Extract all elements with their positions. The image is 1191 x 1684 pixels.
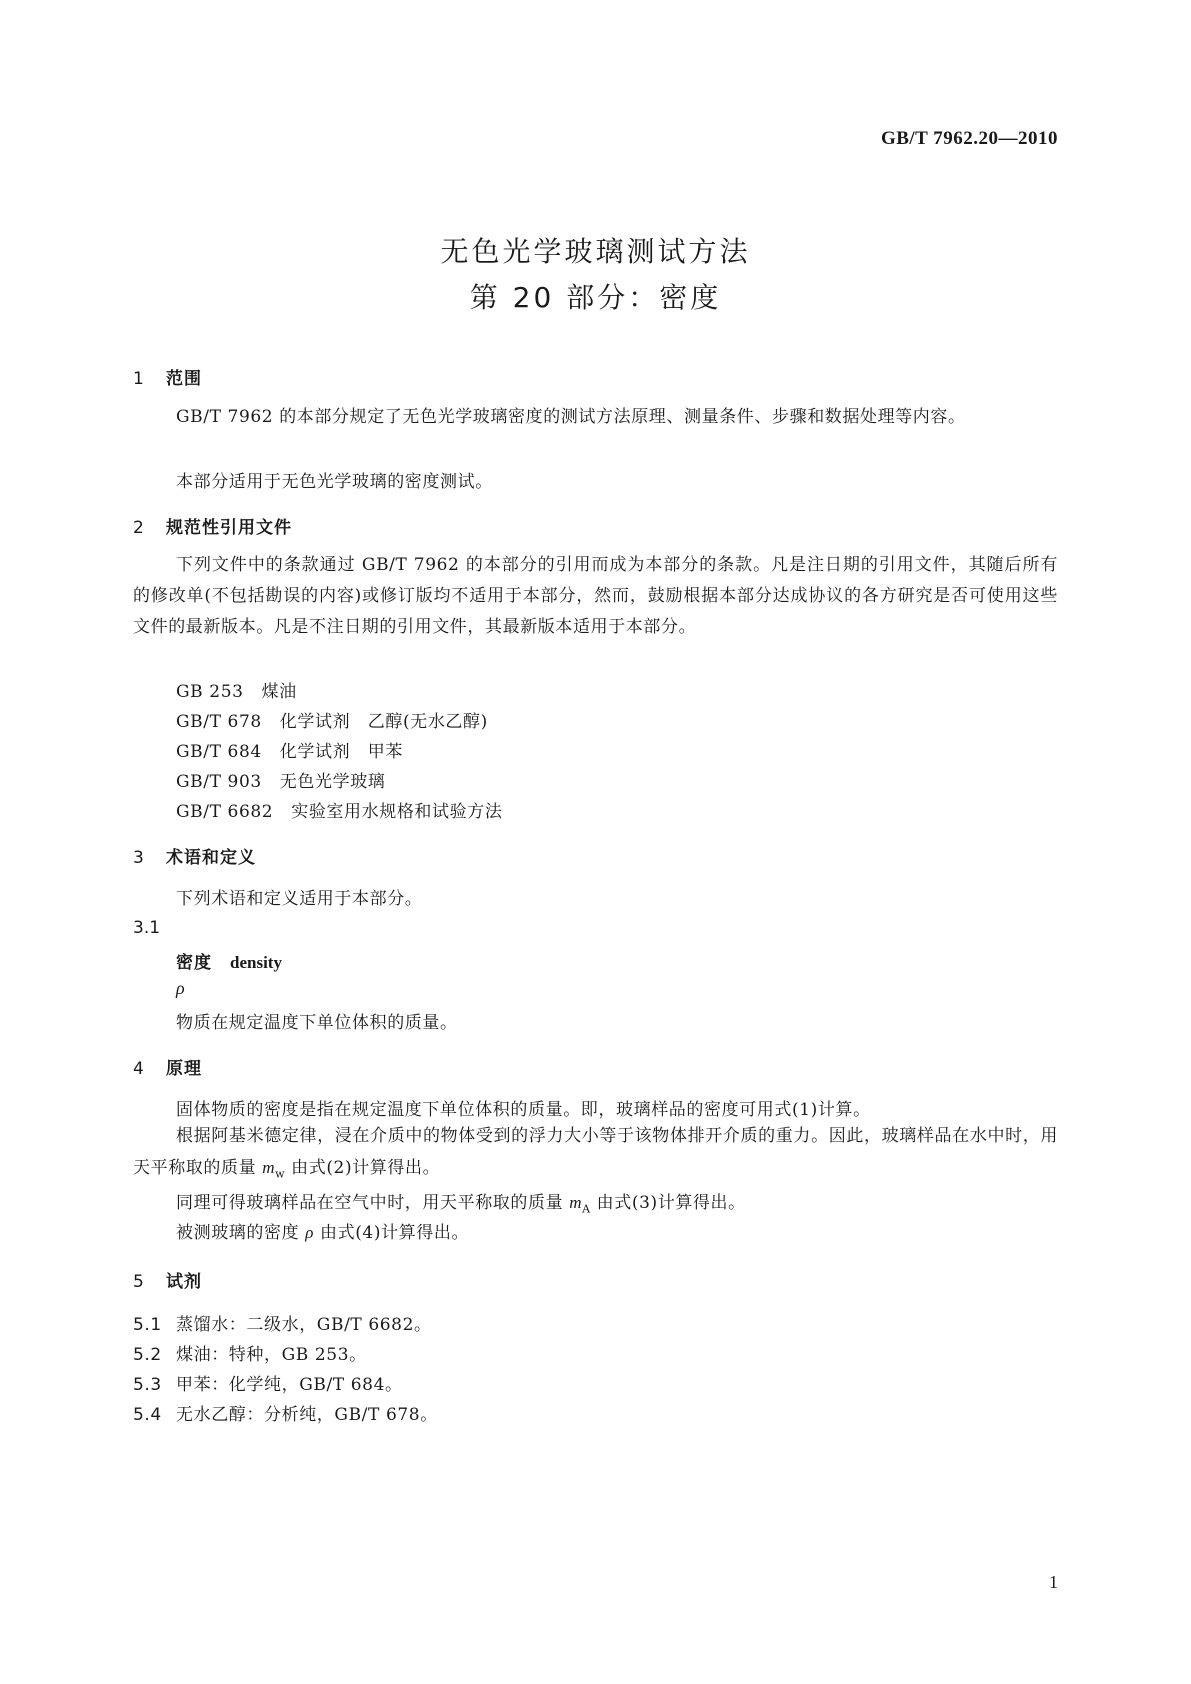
paragraph: 同理可得玻璃样品在空气中时，用天平称取的质量 $m_A$ 由式(3)计算得出。 <box>176 1193 746 1216</box>
reference-title: 煤油 <box>261 682 297 702</box>
section-title: 原理 <box>166 1059 202 1079</box>
section-number: 3 <box>133 848 145 868</box>
section-number: 4 <box>133 1059 145 1079</box>
paragraph: 下列术语和定义适用于本部分。 <box>176 889 423 909</box>
reference-title: 无色光学玻璃 <box>279 772 386 792</box>
reference-code: GB 253 <box>176 682 244 702</box>
item-text: 甲苯：化学纯，GB/T 684。 <box>176 1375 403 1395</box>
section-title: 规范性引用文件 <box>166 518 292 538</box>
reference-code: GB/T 6682 <box>176 802 274 822</box>
paragraph: 下列文件中的条款通过 GB/T 7962 的本部分的引用而成为本部分的条款。凡是注日期的引用文件，其随后所有的修改单(不包括勘误的内容)或修订版均不适用于本部分，然而，鼓励根据本部分达成协议的各方研究是否可使用这些文件的最新版本。凡是不注日期的引用文件，其最新版本适用于本部分。 <box>133 555 1058 637</box>
section-number: 5 <box>133 1272 145 1292</box>
section-4-heading <box>133 1054 202 1079</box>
term-entry <box>176 948 282 973</box>
term-english: density <box>230 953 282 972</box>
section-2-heading <box>133 513 292 538</box>
reference-code: GB/T 903 <box>176 772 262 792</box>
item-number: 5.4 <box>133 1405 162 1425</box>
reference-title: 实验室用水规格和试验方法 <box>291 802 503 822</box>
paragraph: 被测玻璃的密度 ρ 由式(4)计算得出。 <box>176 1223 470 1243</box>
section-number: 2 <box>133 518 145 538</box>
reference-code: GB/T 684 <box>176 742 262 762</box>
paragraph: 本部分适用于无色光学玻璃的密度测试。 <box>176 472 493 492</box>
item-text: 煤油：特种，GB 253。 <box>176 1345 367 1365</box>
section-5-heading <box>133 1267 202 1292</box>
reference-item <box>176 737 403 762</box>
list-item <box>133 1310 432 1335</box>
section-1-heading <box>133 364 202 389</box>
list-item <box>133 1400 438 1425</box>
section-title: 试剂 <box>166 1272 202 1292</box>
section-3-heading <box>133 843 256 868</box>
list-item <box>133 1370 403 1395</box>
reference-title: 化学试剂 甲苯 <box>279 742 403 762</box>
item-text: 蒸馏水：二级水，GB/T 6682。 <box>176 1315 432 1335</box>
list-item <box>133 1340 367 1365</box>
reference-item <box>176 797 502 822</box>
item-number: 5.2 <box>133 1345 162 1365</box>
item-number: 5.1 <box>133 1315 162 1335</box>
paragraph: 根据阿基米德定律，浸在介质中的物体受到的浮力大小等于该物体排开介质的重力。因此，玻璃样品在水中时，用天平称取的质量 $m_w$ 由式(2)计算得出。 <box>133 1126 1058 1181</box>
term-chinese: 密度 <box>176 953 212 973</box>
reference-title: 化学试剂 乙醇(无水乙醇) <box>279 712 488 732</box>
subclause-number: 3.1 <box>133 918 161 938</box>
section-number: 1 <box>133 369 145 389</box>
page-number: 1 <box>1049 1572 1058 1592</box>
reference-item <box>176 707 488 732</box>
section-title: 术语和定义 <box>166 848 256 868</box>
reference-item <box>176 767 385 792</box>
document-title: 无色光学玻璃测试方法 <box>440 235 751 268</box>
term-definition: 物质在规定温度下单位体积的质量。 <box>176 1013 458 1033</box>
item-number: 5.3 <box>133 1375 162 1395</box>
term-symbol: ρ <box>176 978 185 998</box>
section-title: 范围 <box>166 369 202 389</box>
item-text: 无水乙醇：分析纯，GB/T 678。 <box>176 1405 438 1425</box>
paragraph: 固体物质的密度是指在规定温度下单位体积的质量。即，玻璃样品的密度可用式(1)计算。 <box>176 1100 871 1120</box>
document-subtitle: 第 20 部分：密度 <box>469 281 722 314</box>
reference-item <box>176 677 297 702</box>
paragraph: GB/T 7962 的本部分规定了无色光学玻璃密度的测试方法原理、测量条件、步骤和数据处理等内容。 <box>176 407 966 427</box>
standard-code: GB/T 7962.20—2010 <box>880 128 1058 149</box>
reference-code: GB/T 678 <box>176 712 262 732</box>
